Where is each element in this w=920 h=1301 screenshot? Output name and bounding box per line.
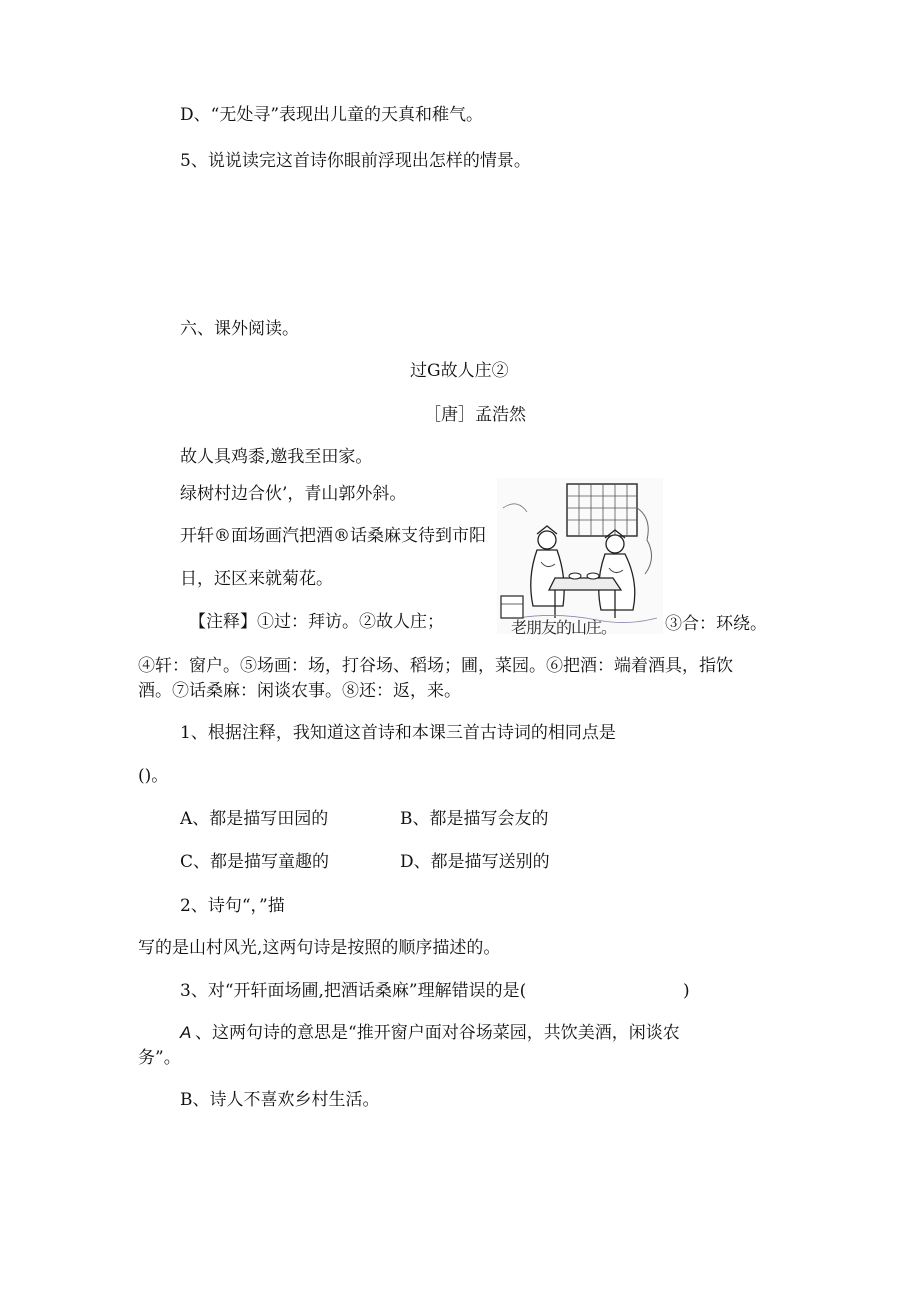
notes-line-3: 酒。⑦话桑麻：闲谈农事。⑧还：返，来。: [138, 681, 461, 701]
section6-heading: 六、课外阅读。: [180, 319, 299, 339]
poets-drinking-illustration-icon: [497, 478, 663, 634]
poem-line-3: 开轩®面场画汽把酒®话桑麻支待到市阳: [180, 526, 486, 546]
poem-line-1: 故人具鸡黍,邀我至田家。: [180, 447, 373, 467]
q1-stem: 1、根据注释，我知道这首诗和本课三首古诗词的相同点是: [180, 723, 616, 743]
q2-part-2: 写的是山村风光,这两句诗是按照的顺序描述的。: [138, 938, 501, 958]
poem-title: 过G故人庄②: [410, 361, 509, 381]
q3-option-a-label: A: [180, 1023, 192, 1042]
notes-line-1-left: 【注释】①过：拜访。②故人庄；: [189, 612, 444, 632]
poem-author: ［唐］孟浩然: [424, 405, 526, 425]
q1-option-d: D、都是描写送别的: [400, 852, 550, 872]
q3-option-b: B、诗人不喜欢乡村生活。: [180, 1090, 380, 1110]
notes-line-2: ④轩：窗户。⑤场画：场，打谷场、稻场；圃，菜园。⑥把酒：端着酒具，指饮: [138, 656, 733, 676]
q1-option-c: C、都是描写童趣的: [180, 852, 330, 872]
q3-option-a-line-1: 、这两句诗的意思是“推开窗户面对谷场菜园，共饮美酒，闲谈农: [195, 1023, 680, 1043]
q1-option-b: B、都是描写会友的: [400, 809, 549, 829]
q1-option-a: A、都是描写田园的: [180, 809, 329, 829]
q3-stem: 3、对“开轩面场圃,把酒话桑麻”理解错误的是(: [180, 981, 527, 1001]
q5-text: 5、说说读完这首诗你眼前浮现出怎样的情景。: [180, 151, 531, 171]
q2-part-1: 2、诗句“，”描: [180, 896, 285, 916]
notes-line-1-overlap: 老朋友的山庄。: [511, 618, 617, 637]
notes-line-1-right: ③合：环绕。: [665, 614, 767, 634]
poem-line-4: 日，还区来就菊花。: [180, 569, 333, 589]
poem-line-2: 绿树村边合伙’，青山郭外斜。: [180, 484, 407, 504]
q3-option-a-line-2: 务”。: [138, 1048, 181, 1068]
q4-option-d: D、“无处寻”表现出儿童的天真和稚气。: [180, 105, 484, 125]
q3-stem-close: ): [683, 981, 690, 1001]
q1-blank: ()。: [138, 766, 169, 786]
